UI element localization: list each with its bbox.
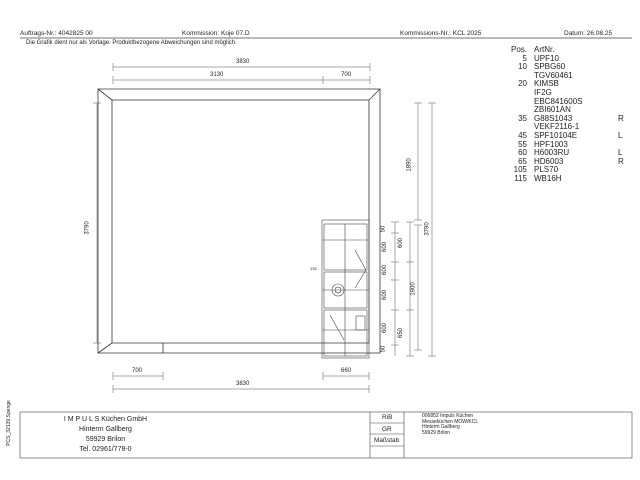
list-item: 35 G88S1043 R	[518, 113, 624, 123]
dim-stack-label: 600	[382, 322, 389, 334]
list-item: 10 SPBG60	[518, 62, 566, 72]
gr-label: GR	[382, 426, 392, 433]
dim-stack-label: 50	[380, 345, 387, 353]
dim-bottom-total: 3830	[236, 381, 250, 387]
list-item: 60 H6003RU L	[518, 148, 623, 158]
dim-stack-label: 50	[380, 225, 387, 233]
address-line: Hinterm Gallberg	[422, 424, 460, 431]
col-art: ArtNr.	[534, 45, 555, 54]
dim-stack-label: 600	[382, 264, 389, 276]
list-item: 115 WB16H	[514, 173, 562, 183]
dim-stack-label: 600	[398, 237, 405, 249]
dim-bottom-right: 660	[341, 368, 352, 374]
scale-label: Maßstab	[374, 437, 400, 444]
parts-list-header	[500, 46, 630, 55]
col-pos: Pos.	[510, 45, 527, 54]
company-city: 59929 Brilon	[85, 436, 126, 443]
dim-left-height: 3790	[84, 221, 91, 235]
list-item: VEKF2116-1	[534, 122, 580, 132]
dim-right-1900: 1900	[410, 282, 417, 296]
dim-bottom-left: 700	[132, 368, 143, 374]
date: Datum: 26.08.25	[564, 30, 613, 37]
list-item: 65 HD6003 R	[518, 156, 624, 166]
commission: Kommission: Koje 07.D	[182, 30, 250, 37]
list-item: 20 KIMSB	[518, 79, 559, 89]
list-item: IF2G	[534, 87, 552, 97]
dim-stack-label: 600	[382, 289, 389, 301]
dim-right-total: 3790	[424, 222, 431, 236]
dim-top-right: 700	[341, 72, 352, 78]
dim-top-total: 3830	[236, 59, 250, 65]
dim-stack-label: 650	[398, 327, 405, 339]
company-street: Hinterm Gallberg	[79, 426, 132, 433]
commission-number: Kommissions-Nr.: KCL 2025	[400, 30, 482, 37]
address-line: 59929 Brilon	[422, 429, 451, 436]
kitchen-block	[322, 220, 369, 358]
address-block	[422, 414, 478, 436]
company-phone: Tel. 02961/778-0	[79, 446, 132, 453]
company-name: I M P U L S Küchen GmbH	[63, 416, 148, 423]
dim-right-upper: 1890	[406, 158, 413, 172]
rib-label: RiB	[382, 414, 393, 421]
disclaimer-note: Die Grafik dient nur als Vorlage. Produktbezogene Abweichungen sind möglich.	[26, 40, 237, 46]
side-label: PCS_32139 Spenge	[5, 400, 12, 446]
dim-stack-label: 600	[382, 241, 389, 253]
list-item: 45 SPF10104E L	[518, 130, 623, 140]
list-item: ZBI601AN	[534, 105, 571, 115]
parts-list	[500, 46, 630, 184]
dim-tiny: 135	[310, 266, 317, 271]
order-number: Auftrags-Nr.: 4042825 00	[20, 30, 93, 37]
address-line: 006852 Impuls Küchen	[422, 413, 474, 419]
list-item: TGV60461	[534, 70, 573, 80]
company-info	[48, 415, 163, 455]
list-item: 5 UPF10	[522, 53, 559, 63]
dim-top-left: 3130	[210, 72, 224, 78]
address-line: Messeküchen MOW/KCL	[422, 418, 479, 425]
list-item: 105 PLS70	[513, 165, 559, 175]
room-walls	[98, 89, 380, 353]
list-item: EBC841600S	[534, 96, 583, 106]
list-item: 55 HPF1003	[518, 139, 568, 149]
